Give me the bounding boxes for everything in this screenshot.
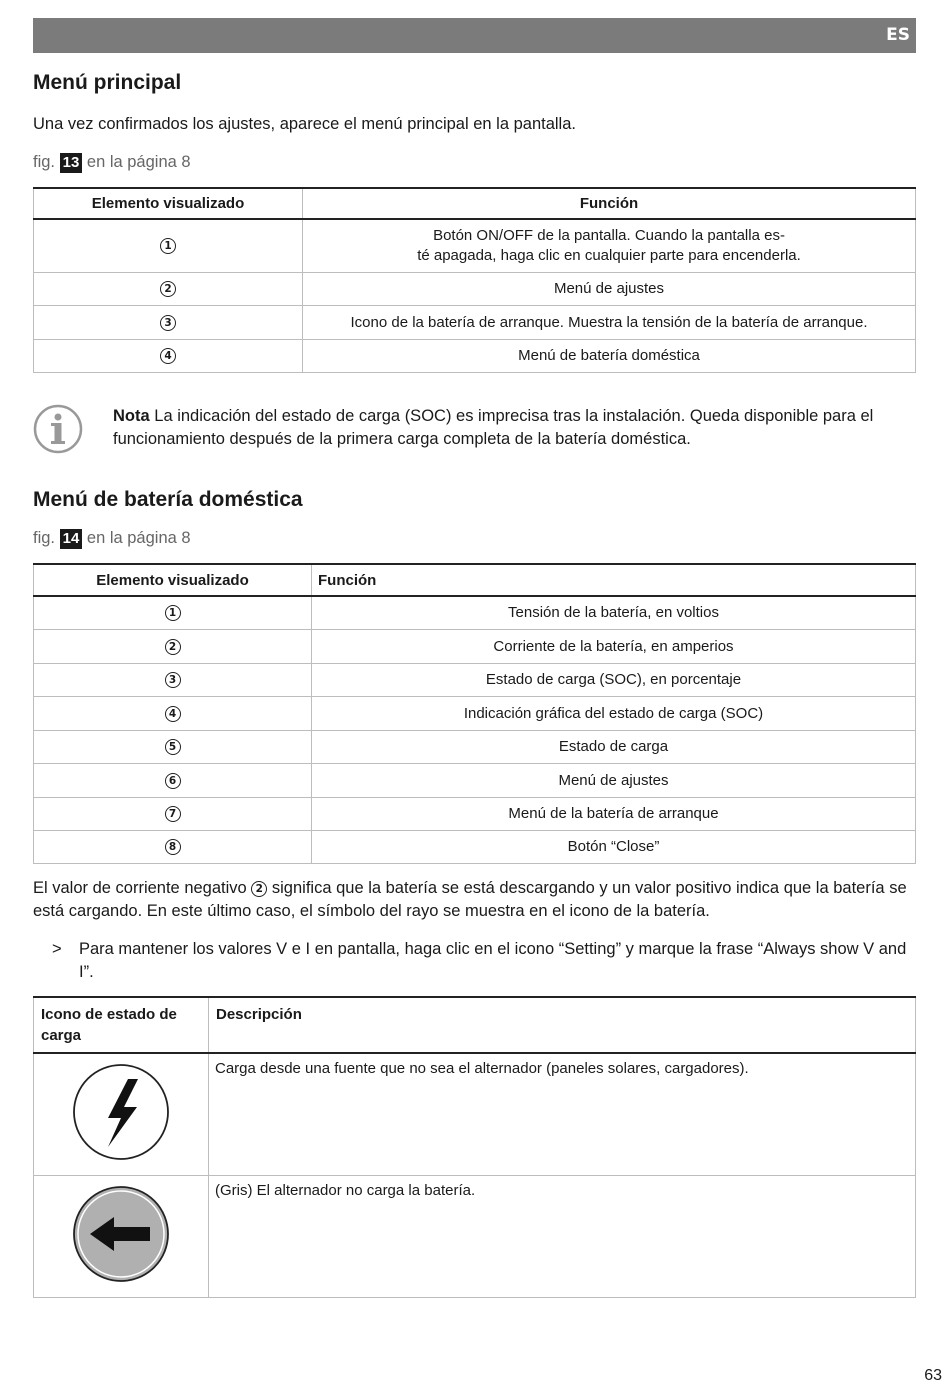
table-row: [34, 1053, 916, 1175]
table-row: [34, 629, 916, 663]
table-row: [34, 219, 916, 272]
table-cell-text: (Gris) El alternador no carga la batería.: [209, 1175, 916, 1297]
fig-page: en la página 8: [86, 153, 191, 171]
table-cell-text: té apagada, haga clic en cualquier parte para encenderla.: [417, 246, 801, 264]
bullet-text: Para mantener los valores V e I en pantalla, haga clic en el icono “Setting” y marque la frase “Always show V and I”.: [79, 940, 907, 981]
callout-number: 2: [251, 881, 267, 897]
note-text: [113, 405, 913, 451]
figure-reference-13[interactable]: [33, 153, 191, 173]
main-menu-table: [33, 187, 916, 373]
charge-state-icon-table: [33, 996, 916, 1298]
table-cell-text: Estado de carga: [312, 730, 916, 763]
table-cell-text: Tensión de la batería, en voltios: [312, 596, 916, 629]
current-explanation: [33, 877, 913, 923]
callout-number: 4: [160, 348, 176, 364]
table-cell-text: Estado de carga (SOC), en porcentaje: [312, 663, 916, 696]
table-row: [34, 830, 916, 863]
fig-prefix: fig.: [33, 529, 56, 547]
figure-reference-14[interactable]: [33, 529, 191, 549]
main-menu-intro: Una vez confirmados los ajustes, aparece el menú principal en la pantalla.: [33, 115, 576, 133]
table-header-description: Descripción: [209, 997, 916, 1053]
table-header-element: Elemento visualizado: [34, 188, 303, 219]
table-row: [34, 305, 916, 339]
table-cell-text: Menú de ajustes: [303, 272, 916, 305]
fig-prefix: fig.: [33, 153, 56, 171]
table-row: [34, 272, 916, 305]
paragraph-text: significa que la batería se está descargando y un valor positivo indica que la batería se está cargando. En este último caso, el símbolo del rayo se muestra en el icono de la batería.: [33, 879, 907, 920]
section-title-main-menu: Menú principal: [33, 71, 182, 94]
table-header-icon: Icono de estado de carga: [34, 997, 209, 1053]
table-row: [34, 763, 916, 797]
table-cell-text: Botón “Close”: [312, 830, 916, 863]
table-row: [34, 663, 916, 696]
note-label: Nota: [113, 407, 150, 425]
callout-number: 2: [165, 639, 181, 655]
callout-number: 4: [165, 706, 181, 722]
header-bar: [33, 18, 916, 53]
table-cell-text: Icono de la batería de arranque. Muestra la tensión de la batería de arranque.: [303, 305, 916, 339]
table-cell-text: Menú de ajustes: [312, 763, 916, 797]
table-row: [34, 696, 916, 730]
paragraph-text: El valor de corriente negativo: [33, 879, 247, 897]
arrow-left-icon: [72, 1185, 170, 1283]
callout-number: 1: [160, 238, 176, 254]
callout-number: 5: [165, 739, 181, 755]
lightning-bolt-icon: [72, 1063, 170, 1161]
callout-number: 3: [165, 672, 181, 688]
table-row: [34, 1175, 916, 1297]
callout-number: 6: [165, 773, 181, 789]
callout-number: 3: [160, 315, 176, 331]
home-battery-table: [33, 563, 916, 864]
section-title-home-battery-menu: Menú de batería doméstica: [33, 488, 303, 511]
info-icon: [33, 404, 83, 454]
callout-number: 1: [165, 605, 181, 621]
table-cell-text: Corriente de la batería, en amperios: [312, 629, 916, 663]
language-label: ES: [886, 25, 910, 45]
table-row: [34, 730, 916, 763]
table-row: [34, 797, 916, 830]
fig-number: 13: [60, 153, 83, 173]
table-header-function: Función: [303, 188, 916, 219]
page-number: 63: [924, 1367, 942, 1384]
table-cell-text: Botón ON/OFF de la pantalla. Cuando la pantalla es-: [433, 226, 785, 244]
table-cell-text: Carga desde una fuente que no sea el alternador (paneles solares, cargadores).: [209, 1053, 916, 1175]
table-cell-text: Menú de la batería de arranque: [312, 797, 916, 830]
table-header-function: Función: [312, 564, 916, 596]
note-body: La indicación del estado de carga (SOC) es imprecisa tras la instalación. Queda disponible para el funcionamiento después de la primera carga completa de la batería doméstica.: [113, 407, 874, 448]
callout-number: 8: [165, 839, 181, 855]
callout-number: 2: [160, 281, 176, 297]
bullet-marker: >: [52, 940, 62, 958]
fig-page: en la página 8: [86, 529, 191, 547]
table-header-element: Elemento visualizado: [34, 564, 312, 596]
fig-number: 14: [60, 529, 83, 549]
table-cell-text: Indicación gráfica del estado de carga (SOC): [312, 696, 916, 730]
table-row: [34, 596, 916, 629]
table-cell-text: Menú de batería doméstica: [303, 339, 916, 372]
callout-number: 7: [165, 806, 181, 822]
instruction-bullet: [52, 938, 912, 984]
table-row: [34, 339, 916, 372]
